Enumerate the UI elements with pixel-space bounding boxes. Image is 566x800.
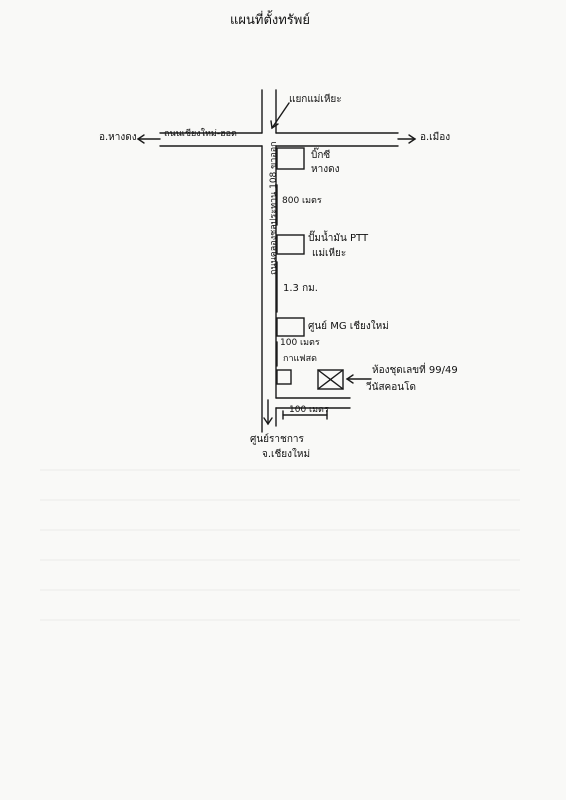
label-east-direction: อ.เมือง	[420, 132, 451, 143]
bottom-destination-1: ศูนย์ราชการ	[250, 434, 304, 445]
distance-label-2: 1.3 กม.	[283, 283, 318, 294]
landmark-1-area: หางดง	[311, 164, 340, 175]
distance-label-4: 100 เมตร	[289, 405, 329, 415]
label-main-road: ถนนเชียงใหม่-ฮอด	[164, 129, 237, 139]
landmark-4-name: กาแฟสด	[283, 354, 318, 364]
landmark-box-3	[277, 318, 304, 336]
property-name: วีนัสคอนโด	[366, 382, 416, 393]
label-north-road: แยกแม่เหียะ	[289, 94, 342, 105]
property-address: ห้องชุดเลขที่ 99/49	[372, 365, 458, 376]
label-west-direction: อ.หางดง	[99, 132, 137, 143]
north-label-arrow	[272, 103, 289, 128]
landmark-2-area: แม่เหียะ	[312, 248, 347, 259]
landmark-box-2	[277, 235, 304, 254]
landmark-box-1	[277, 148, 304, 169]
distance-label-3: 100 เมตร	[280, 338, 320, 348]
landmark-1-name: บิ๊กซี	[311, 150, 331, 161]
landmark-2-name: ปั๊มน้ำมัน PTT	[308, 233, 369, 244]
page-title: แผนที่ตั้งทรัพย์	[230, 13, 310, 28]
bottom-destination-2: จ.เชียงใหม่	[262, 449, 311, 460]
landmark-box-4	[277, 370, 291, 384]
faint-background-lines	[40, 470, 520, 620]
landmark-3-name: ศูนย์ MG เชียงใหม่	[308, 321, 389, 332]
distance-label-1: 800 เมตร	[282, 196, 322, 206]
label-side-road: ถนนคลองชลประทาน 108 ขาออก	[269, 141, 279, 275]
